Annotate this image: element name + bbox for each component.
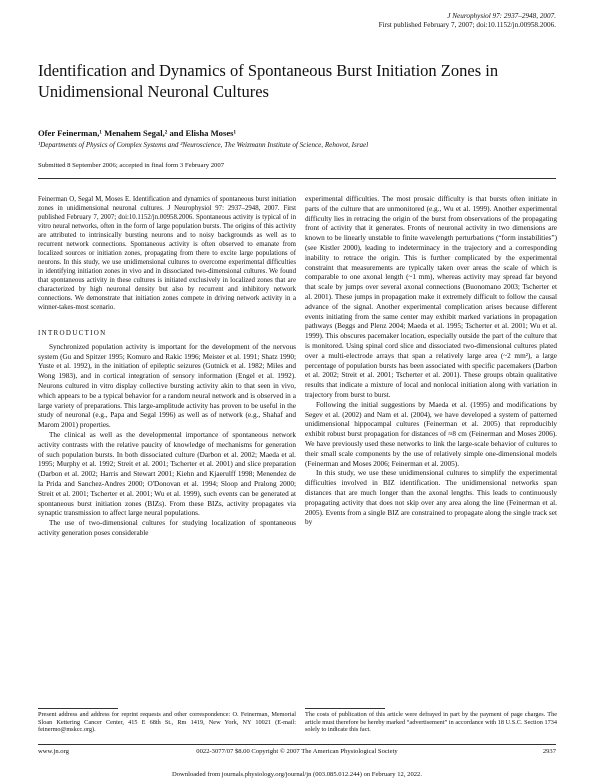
submission-dates: Submitted 8 September 2006; accepted in final form 3 February 2007 [38,162,225,169]
footer-divider [38,744,556,745]
intro-paragraph-3: The use of two-dimensional cultures for studying localization of spontaneous activity generation poses considerable [38,519,296,537]
abstract-text: Feinerman O, Segal M, Moses E. Identification and dynamics of spontaneous burst initiation zones in unidimensional neuronal cultures. J Neurophysiol 97: 2937–2948, 2007. First published February 7, 2007; doi:10.1152/jn.00958.2006. Spontaneous activity is typical of in vitro neural networks, often in the form of large population bursts. The origins of this activity are attributed to intrinsically bursting neurons and to noisy backgrounds as well as to recurrent network connections. Spontaneous activity is often observed to emanate from localized sources or initiation zones, propagating from there to excite large populations of neurons. In this study, we use unidimensional cultures to overcome experimental difficulties in identifying initiation zones in vivo and in dissociated two-dimensional cultures. We found that spontaneous activity in these cultures is initiated exclusively in localized zones that are characterized by high neuronal density but also by recurrent and inhibitory network connections. We demonstrate that initiation zones compete in driving network activity in a winner-takes-most scenario. [38,196,296,311]
journal-header [379,12,556,30]
right-paragraph-3: In this study, we use these unidimensional cultures to simplify the experimental difficulties involved in BIZ identification. The unidimensional networks span distances that are much longer than the axonal lengths. This leads to continuously propagating activity that does not skip over any area along the line (Feinerman et al. 2005). Events from a single BIZ are constrained to propagate along the single track set by [305,469,557,527]
left-column [38,195,296,539]
page-number: 2937 [542,748,556,755]
footnote-publication-costs: The costs of publication of this article were defrayed in part by the payment of page charges. The article must therefore be hereby marked “advertisement” in accordance with 18 U.S.C. Section 1734 solely to indicate this fact. [305,711,557,734]
journal-citation: J Neurophysiol 97: 2937–2948, 2007. [447,12,556,20]
section-heading-introduction: INTRODUCTION [38,329,107,337]
footnote-rule-left [38,708,118,709]
header-divider [38,178,556,179]
download-notice: Downloaded from journals.physiology.org/journal/jn (003.085.012.244) on February 12, 2022. [172,771,422,778]
abstract [38,195,296,312]
intro-paragraph-1: Synchronized population activity is important for the development of the nervous system (Gu and Spitzer 1995; Komuro and Rakic 1996; Meister et al. 1991; Shatz 1990; Yuste et al. 1992), in the initiation of epileptic seizures (Gutnick et al. 1982; Miles and Wong 1983), and in cortical integration of sensory information (Engel et al. 1992). Neurons cultured in vitro display collective bursting activity akin to that seen in vivo, which appears to be a typical behavior for a random neural network and is observed in a large variety of preparations. This large-amplitude activity has proven to be useful in the study of neuronal (e.g., Papa and Segal 1996) as well as of network (e.g., Shahaf and Marom 2001) properties. [38,342,296,430]
journal-published: First published February 7, 2007; doi:10.1152/jn.00958.2006. [378,21,556,29]
footnote-correspondence: Present address and address for reprint requests and other correspondence: O. Feinerman, Memorial Sloan Kettering Cancer Center, 415 E 68th St., Rm 1419, New York, NY 10021 (E-mail: feinermo@mskcc.org). [38,711,296,734]
article-title: Identification and Dynamics of Spontaneous Burst Initiation Zones in Unidimensional Neuronal Cultures [38,61,499,101]
right-paragraph-1: experimental difficulties. The most prosaic difficulty is that bursts often initiate in parts of the culture that are unmonitored (e.g., Wu et al. 1999). Another experimental difficulty lies in retracing the origin of the burst from observations of the propagating front of activity that it generates. Fronts of neuronal activity in two dimensions are known to be linearly unstable to finite wavelength perturbations (“form instabilities”) (see Kistler 2000), leading to indeterminacy in the trajectory and a corresponding inability to retrace the origin. This is further complicated by the experimental constraint that measurements are typically taken over areas the scale of which is comparable to one axonal length (~1 mm), whereas activity may spread far beyond that scale by jumps over several axonal connections (Buonomano 2003; Tscherter et al. 2001). These jumps in propagation make it extremely difficult to follow the causal advance of the signal. Another experimental complication arises because different events initiating from the same center may exhibit marked variations in propagation pathways (Beggs and Plenz 2004; Maeda et al. 1995; Tscherter et al. 2001; Wu et al. 1999). This obscures pacemaker location, especially outside the part of the culture that is monitored. Using spinal cord slice and dissociated two-dimensional cultures plated over a multi-electrode arrays that span a relatively large area (~2 mm²), a large percentage of population bursts has been associated with specific pacemakers (Darbon et al. 2002; Streit et al. 2001; Tscherter et al. 2001). These groups obtain qualitative results that indicate a mixture of local and nonlocal initiation along with variation in trajectory from burst to burst. [305,195,557,399]
footnote-rule-right [305,708,385,709]
article-authors: Ofer Feinerman,¹ Menahem Segal,² and Elisha Moses¹ [38,128,237,138]
footer-copyright: 0022-3077/07 $8.00 Copyright © 2007 The American Physiological Society [196,748,398,755]
article-affiliation: ¹Departments of Physics of Complex Systems and ²Neuroscience, The Weizmann Institute of Science, Rehovot, Israel [38,141,369,149]
right-column [305,195,557,528]
footer-website[interactable]: www.jn.org [38,748,69,755]
right-paragraph-2: Following the initial suggestions by Maeda et al. (1995) and modifications by Segev et al. (2002) and Nam et al. (2004), we have developed a system of patterned unidimensional hippocampal cultures (Feinerman et al. 2005) that reproducibly exhibit robust burst propagation for distances of ≈8 cm (Feinerman and Moses 2006). We have previously used these networks to link the large-scale behavior of cultures to their small scale components by the use of relatively simple one-dimensional models (Feinerman and Moses 2006; Feinerman et al. 2005). [305,400,557,468]
intro-paragraph-2: The clinical as well as the developmental importance of spontaneous network activity contrasts with the relative paucity of knowledge of mechanisms for generation of such population bursts. In both dissociated culture (Darbon et al. 2002; Maeda et al. 1995; Murphy et al. 1992; Streit et al. 2001; Tscherter et al. 2001) and slice preparation (Darbon et al. 2002; Harris and Stewart 2001; Kiehn and Kjaerulff 1998; Menendez de la Prida and Sanchez-Andres 2000; O'Donovan et al. 1994; Sloop and Pralong 2000; Streit et al. 2001; Tscherter et al. 2001; Wu et al. 1999), such events can be generated at spontaneous burst initiation zones (BIZs). From these BIZs, activity propagates via synaptic transmission to affect large neural populations. [38,430,296,518]
